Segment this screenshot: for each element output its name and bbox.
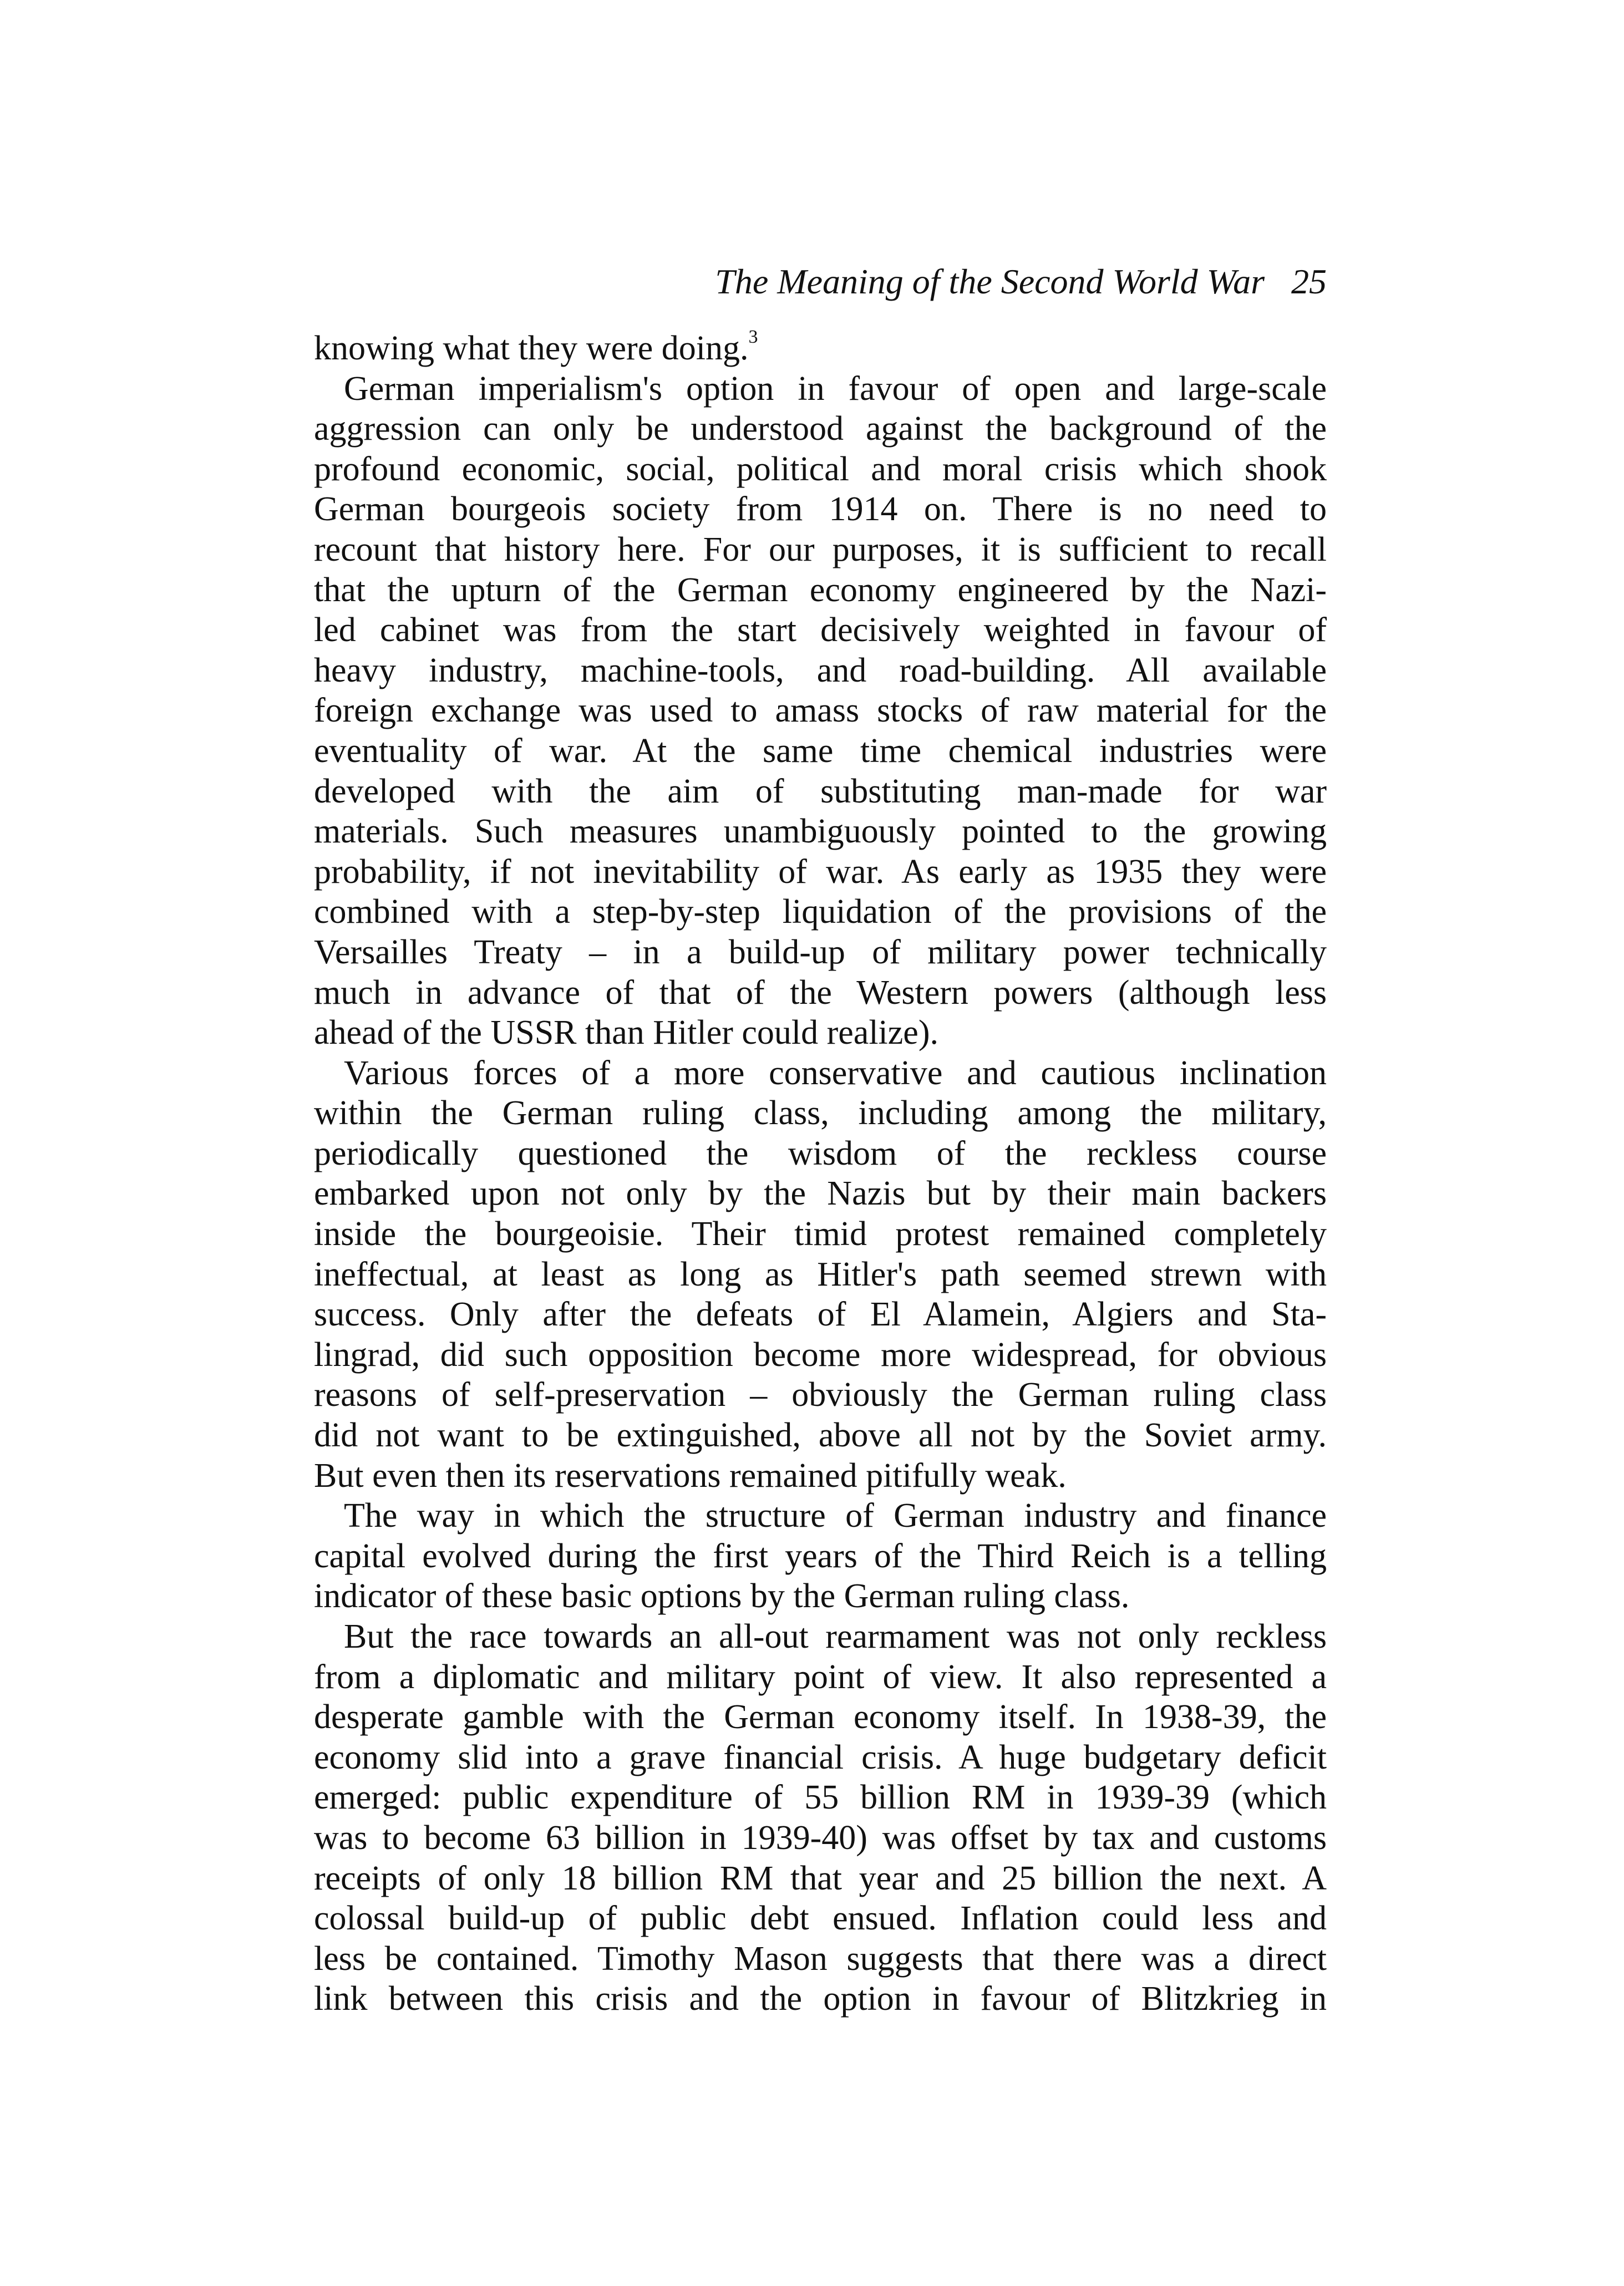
running-head: [311, 260, 1327, 304]
text-line: link between this crisis and the option in favour of Blitzkrieg in: [314, 1980, 1327, 2018]
text-line: reasons of self-preservation – obviously the German ruling class: [314, 1376, 1327, 1414]
text-line: recount that history here. For our purposes, it is sufficient to recall: [314, 530, 1327, 568]
text-line: profound economic, social, political and moral crisis which shook: [314, 450, 1327, 488]
text-line: Versailles Treaty – in a build-up of military power technically: [314, 933, 1327, 971]
text-line: much in advance of that of the Western powers (although less: [314, 973, 1327, 1012]
text-line: economy slid into a grave financial crisis. A huge budgetary deficit: [314, 1738, 1327, 1776]
text-line: lingrad, did such opposition become more widespread, for obvious: [314, 1335, 1327, 1374]
text-line: was to become 63 billion in 1939-40) was offset by tax and customs: [314, 1818, 1327, 1857]
text-line: led cabinet was from the start decisively weighted in favour of: [314, 611, 1327, 649]
text-line: inside the bourgeoisie. Their timid protest remained completely: [314, 1215, 1327, 1253]
text-line: aggression can only be understood against the background of the: [314, 410, 1327, 448]
page-number: 25: [1291, 262, 1327, 301]
text-line: eventuality of war. At the same time chemical industries were: [314, 731, 1327, 770]
text-line: knowing what they were doing.$^3$: [314, 327, 758, 367]
text-line: receipts of only 18 billion RM that year and 25 billion the next. A: [314, 1859, 1327, 1897]
text-line: German imperialism's option in favour of open and large-scale: [344, 369, 1327, 408]
text-line: success. Only after the defeats of El Alamein, Algiers and Sta-: [314, 1296, 1327, 1334]
text-line: developed with the aim of substituting man-made for war: [314, 772, 1327, 810]
text-line: probability, if not inevitability of war. As early as 1935 they were: [314, 852, 1327, 891]
text-line: periodically questioned the wisdom of the reckless course: [314, 1134, 1327, 1172]
text-line: foreign exchange was used to amass stocks of raw material for the: [314, 692, 1327, 730]
text-line: desperate gamble with the German economy itself. In 1938-39, the: [314, 1698, 1327, 1736]
text-line: that the upturn of the German economy engineered by the Nazi-: [314, 571, 1327, 609]
text-line: less be contained. Timothy Mason suggests that there was a direct: [314, 1939, 1327, 1978]
text-line: did not want to be extinguished, above all not by the Soviet army.: [314, 1416, 1327, 1455]
text-line: embarked upon not only by the Nazis but by their main backers: [314, 1175, 1327, 1213]
text-line: Various forces of a more conservative and cautious inclination: [344, 1054, 1327, 1092]
text-line: emerged: public expenditure of 55 billion RM in 1939-39 (which: [314, 1779, 1327, 1817]
text-line: The way in which the structure of German industry and finance: [344, 1497, 1327, 1535]
text-line: materials. Such measures unambiguously pointed to the growing: [314, 812, 1327, 851]
text-line: colossal build-up of public debt ensued. Inflation could less and: [314, 1899, 1327, 1938]
footnote-marker: 3: [748, 327, 758, 348]
text-line: German bourgeois society from 1914 on. There is no need to: [314, 490, 1327, 529]
body-text: [314, 328, 1327, 2019]
text-line: ineffectual, at least as long as Hitler's path seemed strewn with: [314, 1255, 1327, 1293]
text-line: But the race towards an all-out rearmament was not only reckless: [344, 1618, 1327, 1655]
text-line: ahead of the USSR than Hitler could realize).: [314, 1014, 938, 1052]
text-line: from a diplomatic and military point of view. It also represented a: [314, 1658, 1327, 1696]
text-line: indicator of these basic options by the German ruling class.: [314, 1577, 1130, 1616]
text-line: combined with a step-by-step liquidation of the provisions of the: [314, 893, 1327, 931]
text-line: capital evolved during the first years of the Third Reich is a telling: [314, 1537, 1327, 1575]
running-head-title: The Meaning of the Second World War: [715, 262, 1265, 301]
text-line: heavy industry, machine-tools, and road-building. All available: [314, 651, 1327, 689]
text-line: within the German ruling class, including among the military,: [314, 1094, 1327, 1132]
text-line: But even then its reservations remained pitifully weak.: [314, 1456, 1067, 1495]
